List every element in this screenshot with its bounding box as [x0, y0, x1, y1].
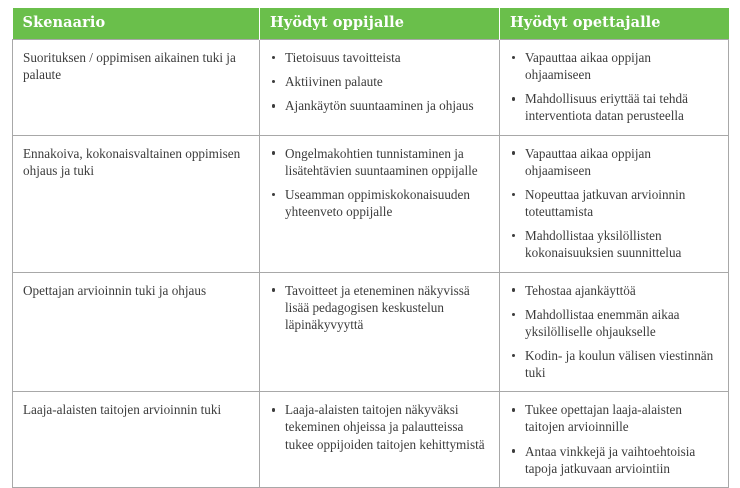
list-item: [510, 227, 718, 261]
bullet-icon: [512, 56, 515, 59]
teacher-benefits-cell: [500, 272, 729, 392]
table-row: [13, 392, 729, 488]
student-benefits-list: [270, 145, 489, 221]
list-item-text: Kodin- ja koulun välisen viestinnän tuki: [525, 347, 714, 381]
teacher-benefits-list: [510, 49, 718, 125]
list-item: [510, 347, 718, 381]
column-header-teacher-benefits: Hyödyt opettajalle: [500, 8, 729, 39]
student-benefits-list: [270, 282, 489, 333]
teacher-benefits-list: [510, 282, 718, 382]
bullet-icon: [512, 354, 515, 357]
list-item-text: Antaa vinkkejä ja vaihtoehtoisia tapoja jatkuvaan arviointiin: [525, 443, 696, 476]
list-item: [510, 443, 718, 477]
teacher-benefits-list: [510, 401, 718, 477]
list-item-text: Useamman oppimiskokonaisuuden yhteenveto oppijalle: [285, 186, 470, 220]
list-item-text: Nopeuttaa jatkuvan arvioinnin toteuttamista: [525, 186, 686, 220]
list-item: [270, 282, 489, 333]
list-item: [270, 186, 489, 220]
bullet-icon: [272, 104, 275, 107]
list-item: [510, 401, 718, 435]
table-row: [13, 272, 729, 392]
bullet-icon: [512, 288, 515, 291]
list-item-text: Vapauttaa aikaa oppijan ohjaamiseen: [525, 145, 651, 178]
bullet-icon: [512, 449, 515, 452]
student-benefits-list: [270, 401, 489, 452]
list-item-text: Ajankäytön suuntaaminen ja ohjaus: [285, 98, 474, 114]
list-item: [270, 97, 489, 114]
scenario-text: Ennakoiva, kokonaisvaltainen oppimisen ohjaus ja tuki: [23, 145, 241, 178]
list-item: [510, 306, 718, 340]
bullet-icon: [512, 151, 515, 154]
scenario-cell: [13, 272, 260, 392]
list-item: [510, 145, 718, 179]
student-benefits-cell: [260, 39, 500, 135]
benefits-table: [12, 8, 729, 488]
list-item: [510, 49, 718, 83]
bullet-icon: [272, 80, 275, 83]
list-item-text: Tehostaa ajankäyttöä: [525, 282, 636, 298]
table-row: [13, 39, 729, 135]
bullet-icon: [272, 193, 275, 196]
student-benefits-cell: [260, 135, 500, 272]
bullet-icon: [272, 56, 275, 59]
scenario-cell: [13, 39, 260, 135]
list-item-text: Aktiivinen palaute: [285, 74, 383, 90]
list-item-text: Mahdollistaa yksilöllisten kokonaisuuksien suunnittelua: [525, 228, 682, 261]
list-item: [270, 49, 489, 66]
bullet-icon: [512, 408, 515, 411]
scenario-cell: [13, 135, 260, 272]
list-item-text: Laaja-alaisten taitojen näkyväksi tekeminen ohjeissa ja palautteissa tukee oppijoiden taitojen kehittymistä: [285, 402, 485, 452]
list-item-text: Tietoisuus tavoitteista: [285, 49, 401, 65]
list-item-text: Mahdollisuus eriyttää tai tehdä interventiota datan perusteella: [525, 91, 688, 124]
list-item: [510, 186, 718, 220]
bullet-icon: [512, 313, 515, 316]
scenario-text: Laaja-alaisten taitojen arvioinnin tuki: [23, 402, 222, 418]
student-benefits-cell: [260, 272, 500, 392]
teacher-benefits-cell: [500, 135, 729, 272]
bullet-icon: [512, 97, 515, 100]
table-row: [13, 135, 729, 272]
list-item-text: Vapauttaa aikaa oppijan ohjaamiseen: [525, 49, 651, 83]
scenario-cell: [13, 392, 260, 488]
list-item: [510, 282, 718, 299]
bullet-icon: [512, 234, 515, 237]
list-item: [270, 145, 489, 179]
scenario-text: Suorituksen / oppimisen aikainen tuki ja palaute: [23, 49, 236, 83]
list-item: [510, 90, 718, 124]
list-item: [270, 73, 489, 90]
list-item-text: Ongelmakohtien tunnistaminen ja lisätehtävien suuntaaminen oppijalle: [285, 145, 478, 178]
list-item-text: Mahdollistaa enemmän aikaa yksilölliselle ohjaukselle: [525, 306, 680, 339]
list-item-text: Tavoitteet ja eteneminen näkyvissä lisää pedagogisen keskustelun läpinäkyvyyttä: [285, 282, 470, 332]
column-header-student-benefits: Hyödyt oppijalle: [260, 8, 500, 39]
teacher-benefits-list: [510, 145, 718, 262]
table-body: [13, 39, 729, 487]
scenario-text: Opettajan arvioinnin tuki ja ohjaus: [23, 282, 207, 298]
bullet-icon: [272, 408, 275, 411]
bullet-icon: [512, 193, 515, 196]
list-item: [270, 401, 489, 452]
table-header: [13, 8, 729, 39]
teacher-benefits-cell: [500, 392, 729, 488]
bullet-icon: [272, 151, 275, 154]
column-header-scenario: Skenaario: [13, 8, 260, 39]
bullet-icon: [272, 288, 275, 291]
student-benefits-list: [270, 49, 489, 114]
teacher-benefits-cell: [500, 39, 729, 135]
list-item-text: Tukee opettajan laaja-alaisten taitojen arvioinnille: [525, 402, 682, 435]
student-benefits-cell: [260, 392, 500, 488]
table-header-row: [13, 8, 729, 39]
